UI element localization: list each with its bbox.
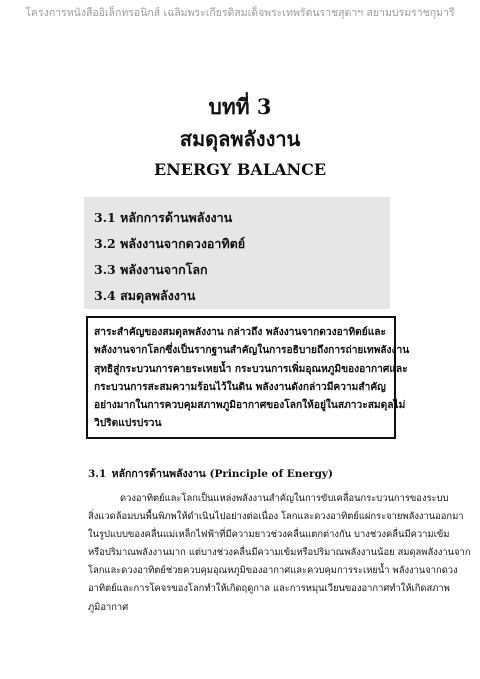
table-of-contents [84, 197, 390, 309]
body-line: โลกและดวงอาทิตย์ช่วยควบคุมอุณหภูมิของอากาศและควบคุมการระเหยน้ำ พลังงานจากดวง [88, 565, 458, 577]
chapter-title-thai: สมดุลพลังงาน [179, 127, 301, 151]
body-line: หรือปริมาณพลังงานมาก แต่บางช่วงคลื่นมีความเข้มหรือปริมาณพลังงานน้อย สมดุลพลังงานจาก [88, 547, 471, 559]
body-paragraph [88, 490, 471, 617]
summary-line: สาระสำคัญของสมดุลพลังงาน กล่าวถึง พลังงานจากดวงอาทิตย์และ [94, 326, 387, 338]
summary-line: กระบวนการสะสมความร้อนไว้ในดิน พลังงานดังกล่าวมีความสำคัญ [94, 380, 386, 393]
chapter-title-english: ENERGY BALANCE [153, 160, 327, 179]
section-title: หลักการด้านพลังงาน (Principle of Energy) [111, 468, 333, 480]
summary-line: สุทธิสู่กระบวนการคายระเหยน้ำ กระบวนการเพิ่มอุณหภูมิของอากาศและ [94, 362, 408, 375]
chapter-summary-box [86, 316, 410, 439]
toc-item: 3.3 พลังงานจากโลก [94, 262, 208, 277]
toc-item: 3.1 หลักการด้านพลังงาน [94, 210, 233, 225]
chapter-heading [0, 93, 480, 182]
summary-line: พลังงานจากโลกซึ่งเป็นรากฐานสำคัญในการอธิบายถึงการถ่ายเทพลังงาน [94, 344, 410, 357]
body-line: อาทิตย์และการโคจรของโลกทำให้เกิดฤดูกาล และการหมุนเวียนของอากาศทำให้เกิดสภาพ [88, 583, 450, 595]
running-header: โครงการหนังสืออิเล็กทรอนิกส์ เฉลิมพระเกียรติสมเด็จพระเทพรัตนราชสุดาฯ สยามบรมราชกุมารี [25, 7, 455, 19]
section-number: 3.1 [88, 468, 107, 480]
summary-line: อย่างมากในการควบคุมสภาพภูมิอากาศของโลกให้อยู่ในสภาวะสมดุลไม่ [94, 399, 406, 412]
section-heading [88, 465, 333, 482]
toc-item: 3.4 สมดุลพลังงาน [94, 288, 196, 303]
body-line: ในรูปแบบของคลื่นแม่เหล็กไฟฟ้าที่มีความยาวช่วงคลื่นแตกต่างกัน บางช่วงคลื่นมีความเข้ม [88, 529, 450, 541]
summary-line: วิปริตแปรปรวน [94, 417, 162, 430]
body-line: ดวงอาทิตย์และโลกเป็นแหล่งพลังงานสำคัญในการขับเคลื่อนกระบวนการของระบบ [120, 493, 449, 504]
chapter-number: บทที่ 3 [208, 94, 272, 119]
body-line: สิ่งแวดล้อมบนพื้นพิภพให้ดำเนินไปอย่างต่อเนื่อง โลกและดวงอาทิตย์แผ่กระจายพลังงานออกมา [88, 511, 464, 523]
toc-item: 3.2 พลังงานจากดวงอาทิตย์ [94, 236, 246, 251]
body-line: ภูมิอากาศ [88, 601, 129, 613]
